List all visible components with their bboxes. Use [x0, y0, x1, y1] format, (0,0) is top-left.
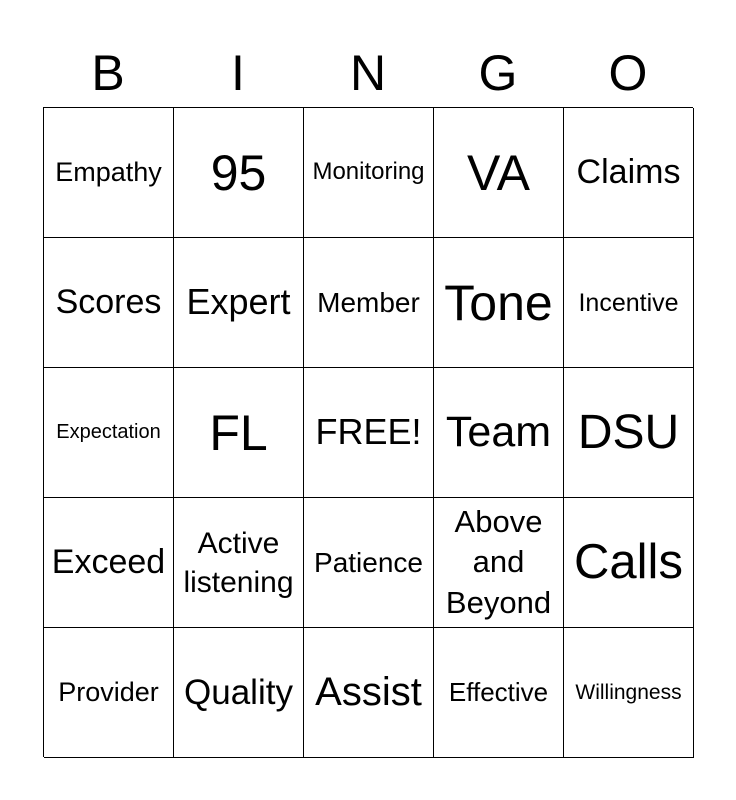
cell-label: Team [445, 408, 552, 457]
bingo-cell[interactable] [174, 628, 304, 758]
cell-label: Willingness [575, 680, 682, 704]
bingo-cell[interactable] [434, 628, 564, 758]
cell-label: Calls [574, 535, 683, 590]
cell-label: Above and Beyond [445, 504, 552, 620]
cell-label: Quality [184, 672, 293, 712]
bingo-cell[interactable] [304, 238, 434, 368]
bingo-cell[interactable] [434, 238, 564, 368]
cell-label: Exceed [51, 543, 166, 582]
cell-label: Claims [576, 153, 681, 192]
header-letter-i: I [231, 45, 245, 101]
free-space[interactable] [304, 368, 434, 498]
bingo-cell[interactable] [44, 498, 174, 628]
bingo-cell[interactable] [434, 368, 564, 498]
bingo-cell[interactable] [174, 368, 304, 498]
bingo-cell[interactable] [304, 108, 434, 238]
bingo-cell[interactable] [174, 238, 304, 368]
bingo-cell[interactable] [304, 498, 434, 628]
bingo-cell[interactable] [174, 498, 304, 628]
bingo-cell[interactable] [44, 238, 174, 368]
bingo-cell[interactable] [304, 628, 434, 758]
cell-label: FREE! [315, 411, 422, 453]
header-letter-n: N [349, 45, 387, 101]
cell-label: Scores [55, 283, 162, 322]
bingo-cell[interactable] [434, 108, 564, 238]
cell-label: Expert [186, 281, 291, 323]
cell-label: Active listening [183, 526, 294, 599]
cell-label: FL [209, 404, 268, 461]
bingo-header [43, 42, 693, 104]
header-letter-b: B [91, 45, 125, 101]
bingo-cell[interactable] [44, 368, 174, 498]
bingo-cell[interactable] [564, 498, 694, 628]
cell-label: Incentive [578, 288, 679, 317]
bingo-cell[interactable] [44, 108, 174, 238]
bingo-cell[interactable] [564, 238, 694, 368]
header-letter-o: O [608, 45, 648, 101]
cell-label: Effective [448, 676, 549, 707]
cell-label: Tone [444, 274, 553, 331]
bingo-cell[interactable] [434, 498, 564, 628]
cell-label: Monitoring [312, 158, 425, 186]
cell-label: Assist [315, 670, 422, 715]
bingo-cell[interactable] [564, 368, 694, 498]
bingo-cell[interactable] [44, 628, 174, 758]
bingo-cell[interactable] [564, 628, 694, 758]
cell-label: Empathy [55, 157, 162, 188]
cell-label: 95 [210, 144, 267, 201]
cell-label: Member [317, 286, 420, 318]
bingo-board [43, 107, 693, 757]
cell-label: Provider [58, 677, 159, 708]
cell-label: Expectation [56, 421, 161, 444]
bingo-cell[interactable] [564, 108, 694, 238]
cell-label: Patience [314, 546, 423, 578]
cell-label: VA [467, 144, 530, 201]
bingo-cell[interactable] [174, 108, 304, 238]
cell-label: DSU [577, 405, 680, 459]
header-letter-g: G [478, 45, 518, 101]
